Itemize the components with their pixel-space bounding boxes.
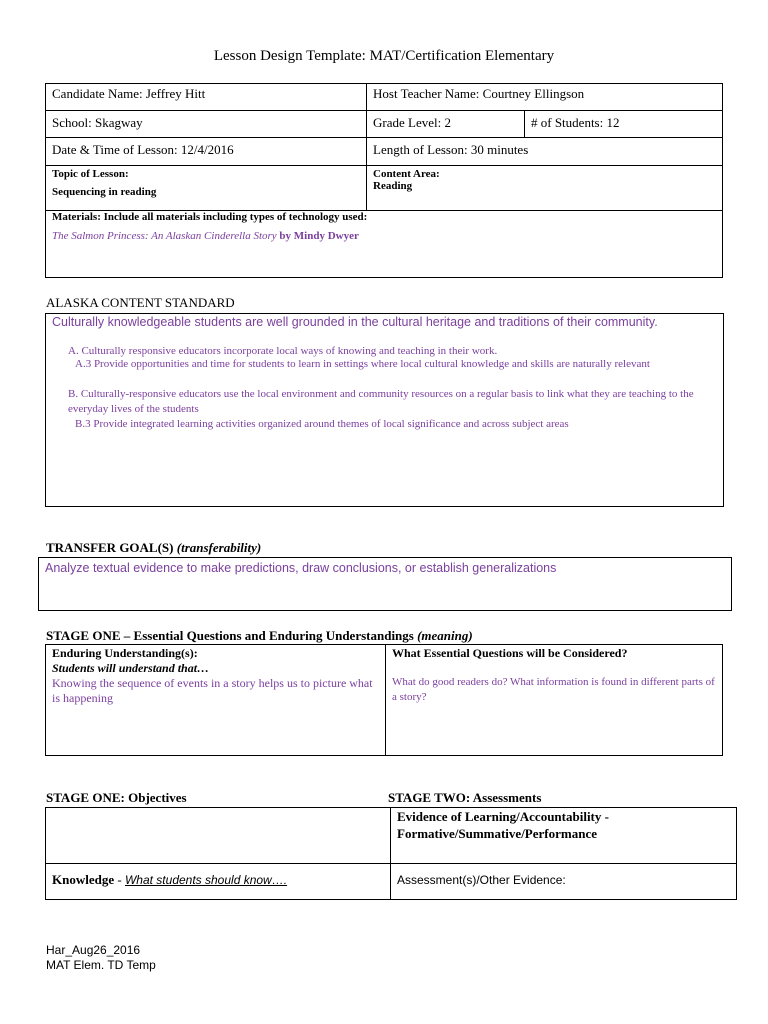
assessment-label: Assessment(s)/Other Evidence: [397, 873, 566, 887]
standard-heading: ALASKA CONTENT STANDARD [46, 295, 235, 310]
content-area-value: Reading [373, 180, 413, 192]
essential-questions-label: What Essential Questions will be Considered? [392, 646, 628, 660]
objectives-table [45, 807, 737, 900]
number-of-students: # of Students: 12 [525, 111, 723, 138]
materials-cell [46, 211, 723, 278]
enduring-understandings-sub: Students will understand that… [52, 661, 210, 675]
standard-item-a: A. Culturally responsive educators incorporate local ways of knowing and teaching in their work. [68, 345, 498, 357]
transfer-box [38, 557, 732, 611]
understandings-table [45, 644, 723, 756]
date-time: Date & Time of Lesson: 12/4/2016 [46, 138, 367, 166]
topic-value: Sequencing in reading [52, 186, 157, 198]
page-title: Lesson Design Template: MAT/Certification Elementary [213, 48, 555, 64]
enduring-understandings-label: Enduring Understanding(s): [52, 646, 198, 660]
footer-line-2: MAT Elem. TD Temp [46, 958, 156, 972]
essential-questions-text: What do good readers do? What information is found in different parts of a story? [392, 676, 715, 703]
host-teacher-name: Host Teacher Name: Courtney Ellingson [367, 84, 723, 111]
materials-book-title: The Salmon Princess: An Alaskan Cinderella Story [52, 230, 277, 242]
enduring-understandings-text: Knowing the sequence of events in a story helps us to picture what is happening [52, 676, 373, 705]
transfer-heading [46, 540, 261, 556]
standard-item-b: B. Culturally-responsive educators use the local environment and community resources on a regular basis to link what they are teaching to the everyday lives of the students [68, 388, 694, 415]
footer-line-1: Har_Aug26_2016 [46, 943, 141, 957]
content-area-label: Content Area: [373, 168, 440, 180]
standard-intro: Culturally knowledgeable students are well grounded in the cultural heritage and traditions of their community. [52, 315, 658, 329]
transfer-goal-text: Analyze textual evidence to make predictions, draw conclusions, or establish generalizations [45, 561, 557, 575]
standard-item-a3: A.3 Provide opportunities and time for students to learn in settings where local cultural knowledge and skills are naturally relevant [75, 358, 650, 370]
lesson-length: Length of Lesson: 30 minutes [367, 138, 723, 166]
evidence-header-cell [391, 808, 737, 864]
stage-one-heading-emphasis: (meaning) [417, 628, 473, 643]
essential-questions-cell [386, 645, 723, 756]
stage-one-heading [46, 628, 473, 644]
evidence-header: Evidence of Learning/Accountability - Formative/Summative/Performance [397, 809, 609, 841]
school: School: Skagway [46, 111, 367, 138]
topic-cell [46, 166, 367, 211]
topic-label: Topic of Lesson: [52, 168, 129, 180]
standard-item-b3: B.3 Provide integrated learning activities organized around themes of local significance and across subject areas [75, 418, 569, 430]
standard-box [45, 313, 724, 507]
objectives-heading: STAGE ONE: Objectives [46, 790, 187, 805]
assessments-heading: STAGE TWO: Assessments [388, 790, 542, 805]
assessment-cell [391, 864, 737, 900]
footer [46, 943, 156, 973]
knowledge-separator: - [114, 872, 125, 887]
lesson-info-table [45, 83, 723, 278]
knowledge-label: Knowledge [52, 872, 115, 887]
materials-book-author: by Mindy Dwyer [276, 230, 359, 242]
enduring-understandings-cell [46, 645, 386, 756]
candidate-name: Candidate Name: Jeffrey Hitt [46, 84, 367, 111]
objectives-empty-cell [46, 808, 391, 864]
stage-one-heading-text: STAGE ONE – Essential Questions and Enduring Understandings [46, 628, 418, 643]
content-area-cell [367, 166, 723, 211]
grade-level: Grade Level: 2 [367, 111, 525, 138]
materials-label: Materials: Include all materials including types of technology used: [52, 211, 368, 223]
knowledge-prompt: What students should know…. [124, 873, 288, 887]
transfer-heading-emphasis: (transferability) [176, 540, 262, 555]
materials-line [52, 230, 716, 242]
transfer-heading-text: TRANSFER GOAL(S) [46, 540, 177, 555]
knowledge-cell [46, 864, 391, 900]
